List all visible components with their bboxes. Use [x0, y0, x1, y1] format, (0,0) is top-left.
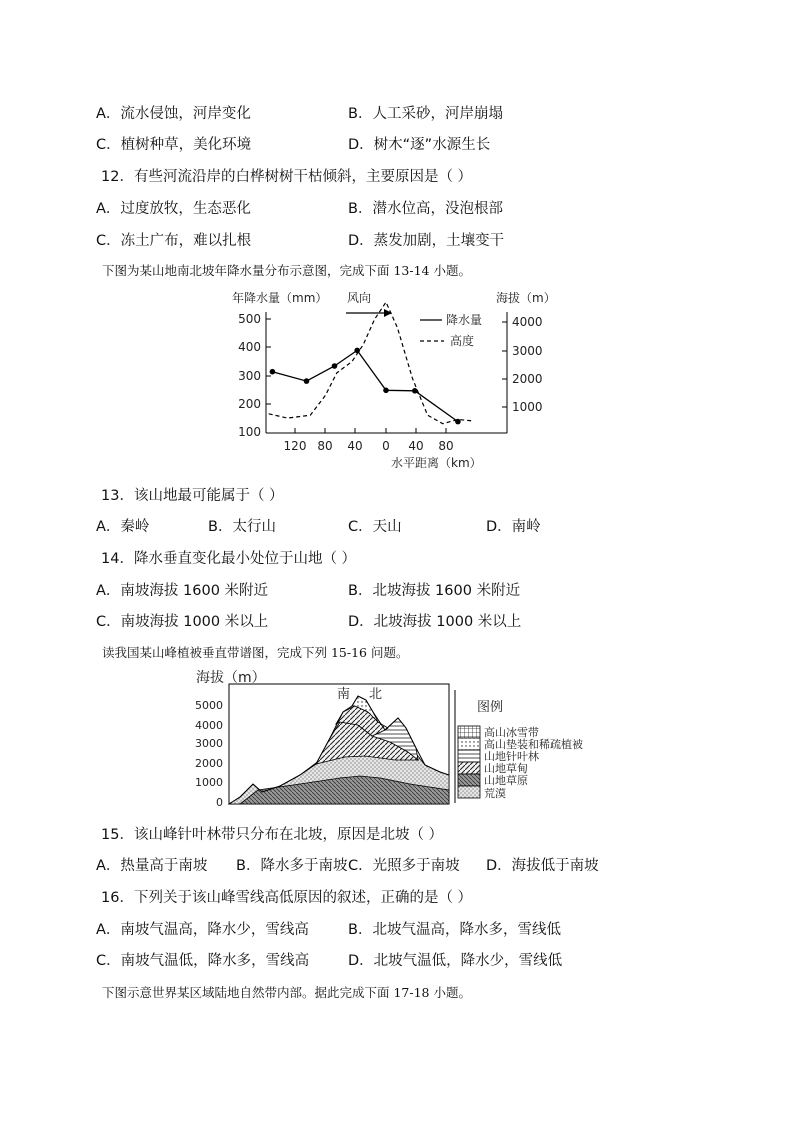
right-tick-label: 2000 — [512, 372, 543, 386]
precipitation-point — [412, 388, 418, 394]
left-tick-label: 400 — [238, 340, 261, 354]
q13-option-a: A．秦岭 — [96, 519, 150, 535]
precipitation-point — [455, 419, 461, 425]
legend-item-label: 荒漠 — [484, 787, 506, 800]
q13-stem: 13．该山地最可能属于（ ） — [101, 488, 284, 504]
precipitation-point — [383, 388, 389, 394]
q11-option-a: A．流水侵蚀，河岸变化 — [96, 106, 251, 122]
north-label: 北 — [369, 687, 383, 702]
x-tick-label: 120 — [283, 439, 307, 453]
precipitation-point — [270, 369, 276, 375]
left-tick-label: 500 — [238, 312, 261, 326]
q14-option-d: D．北坡海拔 1000 米以上 — [348, 614, 522, 630]
q14-option-a: A．南坡海拔 1600 米附近 — [96, 583, 269, 599]
height-profile-line — [269, 302, 473, 424]
q16-option-c: C．南坡气温低，降水多，雪线高 — [96, 953, 310, 969]
precipitation-point — [304, 378, 310, 384]
q12-option-d: D．蒸发加剧，土壤变干 — [348, 233, 505, 249]
legend-item-label: 山地针叶林 — [484, 750, 539, 763]
q15-option-a: A．热量高于南坡 — [96, 858, 208, 874]
x-tick-label: 80 — [438, 439, 454, 453]
legend-title: 图例 — [477, 700, 504, 715]
left-tick-label: 200 — [238, 397, 261, 411]
q14-option-c: C．南坡海拔 1000 米以上 — [96, 614, 269, 630]
right-ticks — [502, 322, 507, 407]
q16-option-a: A．南坡气温高，降水少，雪线高 — [96, 922, 309, 938]
precipitation-chart — [225, 283, 565, 473]
q13-option-c: C．天山 — [348, 519, 402, 535]
wind-arrow-icon — [346, 309, 392, 317]
wind-label: 风向 — [347, 291, 372, 305]
q16-option-d: D．北坡气温低，降水少，雪线低 — [348, 953, 563, 969]
q13-option-b: B．太行山 — [208, 519, 276, 535]
x-tick-label: 80 — [317, 439, 333, 453]
legend-item-label: 高山冰雪带 — [484, 726, 539, 739]
x-tick-label: 40 — [408, 439, 424, 453]
x-axis-label: 水平距离（km） — [391, 456, 482, 470]
right-tick-label: 3000 — [512, 344, 543, 358]
q14-option-b: B．北坡海拔 1600 米附近 — [348, 583, 521, 599]
y-tick-label: 0 — [216, 796, 223, 809]
legend-item-label: 高山垫装和稀疏植被 — [484, 738, 583, 751]
left-ticks — [266, 319, 271, 404]
x-ticks — [295, 428, 446, 433]
legend-swatch-conifer — [458, 750, 480, 762]
x-tick-label: 40 — [347, 439, 363, 453]
intro-13-14: 下图为某山地南北坡年降水量分布示意图，完成下面 13-14 小题。 — [102, 263, 471, 278]
left-tick-label: 100 — [238, 425, 261, 439]
vegetation-zone-diagram — [190, 662, 610, 812]
q15-stem: 15．该山峰针叶林带只分布在北坡，原因是北坡（ ） — [101, 827, 444, 843]
intro-17-18: 下图示意世界某区域陆地自然带内部。据此完成下面 17-18 小题。 — [102, 985, 471, 1000]
legend-height-label: 高度 — [450, 334, 475, 348]
x-tick-label: 0 — [382, 439, 390, 453]
q15-option-b: B．降水多于南坡 — [236, 858, 348, 874]
precipitation-point — [354, 348, 360, 354]
y-tick-label: 3000 — [195, 737, 223, 750]
legend-precip-label: 降水量 — [446, 313, 483, 327]
right-tick-label: 4000 — [512, 315, 543, 329]
q12-option-c: C．冻土广布，难以扎根 — [96, 233, 252, 249]
legend-item-label: 山地草甸 — [484, 762, 528, 775]
right-tick-label: 1000 — [512, 400, 543, 414]
right-axis-label: 海拔（m） — [496, 291, 556, 305]
left-axis-label: 年降水量（mm） — [232, 291, 328, 305]
legend-swatch-cushion — [458, 738, 480, 750]
y-axis-label: 海拔（m） — [196, 670, 266, 686]
y-tick-label: 5000 — [195, 699, 223, 712]
q12-stem: 12．有些河流沿岸的白桦树树干枯倾斜，主要原因是（ ） — [101, 169, 473, 185]
left-tick-label: 300 — [238, 369, 261, 383]
q13-option-d: D．南岭 — [486, 519, 541, 535]
legend-swatch-meadow — [458, 762, 480, 774]
y-tick-label: 2000 — [195, 757, 223, 770]
south-label: 南 — [337, 687, 351, 702]
legend-swatch-ice — [458, 726, 480, 738]
q11-option-d: D．树木“逐”水源生长 — [348, 137, 491, 153]
q14-stem: 14．降水垂直变化最小处位于山地（ ） — [101, 551, 357, 567]
y-tick-label: 4000 — [195, 719, 223, 732]
y-tick-label: 1000 — [195, 776, 223, 789]
legend-item-label: 山地草原 — [484, 774, 528, 787]
q15-option-c: C．光照多于南坡 — [348, 858, 460, 874]
legend-swatch-steppe — [458, 774, 480, 786]
q11-option-b: B．人工采砂，河岸崩塌 — [348, 106, 503, 122]
q12-option-a: A．过度放牧，生态恶化 — [96, 201, 251, 217]
q15-option-d: D．海拔低于南坡 — [486, 858, 599, 874]
precipitation-point — [332, 363, 338, 369]
q11-option-c: C．植树种草，美化环境 — [96, 137, 252, 153]
intro-15-16: 读我国某山峰植被垂直带谱图，完成下列 15-16 问题。 — [102, 645, 409, 660]
precipitation-line — [272, 350, 458, 421]
q12-option-b: B．潜水位高，没泡根部 — [348, 201, 503, 217]
q16-stem: 16．下列关于该山峰雪线高低原因的叙述，正确的是（ ） — [101, 890, 473, 906]
legend-swatch-desert — [458, 786, 480, 798]
q16-option-b: B．北坡气温高，降水多，雪线低 — [348, 922, 561, 938]
